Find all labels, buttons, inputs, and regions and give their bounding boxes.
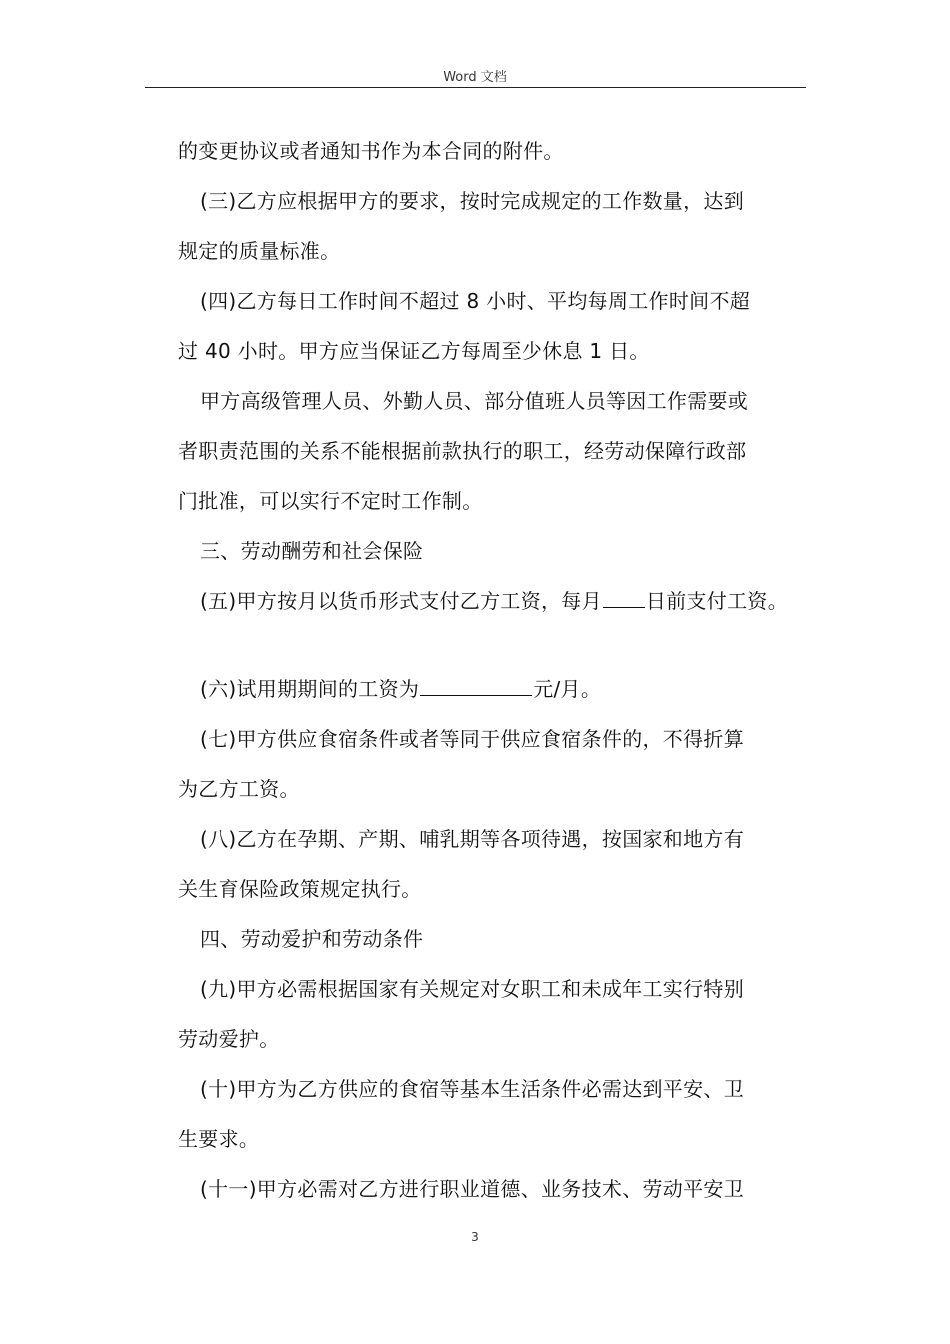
probation-wage-blank bbox=[420, 673, 532, 696]
document-body bbox=[178, 126, 798, 1214]
paragraph-line: 生要求。 bbox=[178, 1127, 260, 1151]
paragraph-line: (十一)甲方必需对乙方进行职业道德、业务技术、劳动平安卫 bbox=[200, 1177, 745, 1201]
paragraph-line: 门批准，可以实行不定时工作制。 bbox=[178, 489, 483, 513]
page-number: 3 bbox=[471, 1230, 479, 1244]
paragraph-line: 者职责范围的关系不能根据前款执行的职工，经劳动保障行政部 bbox=[178, 439, 747, 463]
paragraph-line: (九)甲方必需根据国家有关规定对女职工和未成年工实行特别 bbox=[200, 977, 745, 1001]
probation-clause-text: (六)试用期期间的工资为 bbox=[200, 677, 420, 701]
probation-clause-text-end: 元/月。 bbox=[533, 677, 602, 701]
paragraph-line: (四)乙方每日工作时间不超过 8 小时、平均每周工作时间不超 bbox=[200, 289, 751, 313]
paragraph-line: (十)甲方为乙方供应的食宿等基本生活条件必需达到平安、卫 bbox=[200, 1077, 745, 1101]
paragraph-line: (七)甲方供应食宿条件或者等同于供应食宿条件的，不得折算 bbox=[200, 727, 745, 751]
page-header: Word 文档 bbox=[443, 70, 507, 85]
paragraph-line: 劳动爱护。 bbox=[178, 1027, 280, 1051]
section-heading: 四、劳动爱护和劳动条件 bbox=[200, 927, 424, 951]
pay-clause-text: (五)甲方按月以货币形式支付乙方工资，每月 bbox=[200, 589, 602, 613]
paragraph-line: 为乙方工资。 bbox=[178, 777, 300, 801]
paragraph-line: 的变更协议或者通知书作为本合同的附件。 bbox=[178, 139, 564, 163]
paragraph-line: 甲方高级管理人员、外勤人员、部分值班人员等因工作需要或 bbox=[200, 389, 749, 413]
paragraph-gap bbox=[178, 626, 798, 664]
pay-day-blank bbox=[603, 585, 645, 608]
paragraph-line: 过 40 小时。甲方应当保证乙方每周至少休息 1 日。 bbox=[178, 339, 650, 363]
paragraph-line: (三)乙方应根据甲方的要求，按时完成规定的工作数量，达到 bbox=[200, 189, 745, 213]
pay-clause bbox=[178, 576, 798, 626]
paragraph-line: 关生育保险政策规定执行。 bbox=[178, 877, 422, 901]
pay-clause-text-end: 日前支付工资。 bbox=[645, 589, 789, 613]
section-heading: 三、劳动酬劳和社会保险 bbox=[200, 539, 424, 563]
header-rule bbox=[145, 87, 806, 88]
probation-clause bbox=[178, 664, 798, 714]
paragraph-line: (八)乙方在孕期、产期、哺乳期等各项待遇，按国家和地方有 bbox=[200, 827, 745, 851]
paragraph-line: 规定的质量标准。 bbox=[178, 239, 341, 263]
